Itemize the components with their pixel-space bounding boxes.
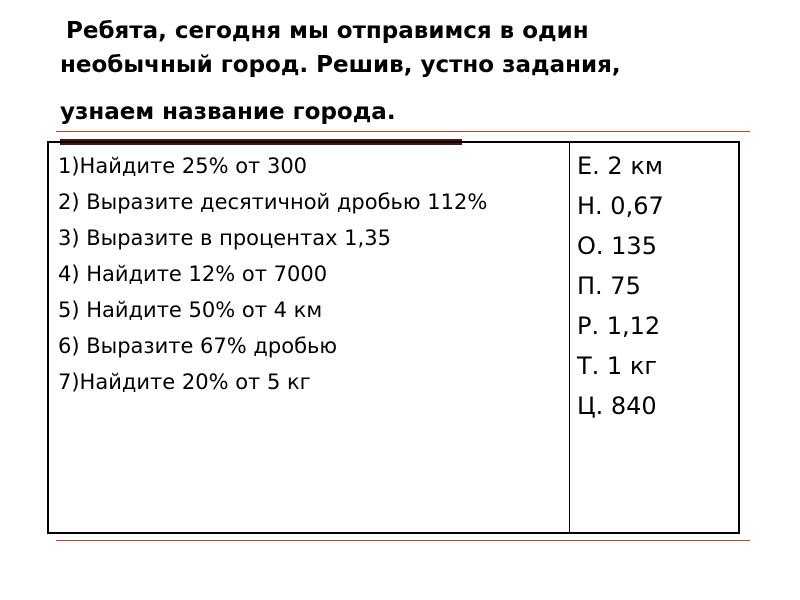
answer-item-6: Т. 1 кг [577, 352, 657, 380]
task-item-2: 2) Выразите десятичной дробью 112% [58, 190, 488, 214]
task-item-6: 6) Выразите 67% дробью [58, 334, 338, 358]
top-red-rule [56, 131, 750, 132]
task-item-3: 3) Выразите в процентах 1,35 [58, 226, 391, 250]
title-line-3: узнаем название города. [60, 99, 396, 125]
column-divider [569, 143, 570, 532]
answer-item-3: О. 135 [577, 232, 657, 260]
answer-item-1: Е. 2 км [577, 152, 663, 180]
task-table [47, 141, 740, 534]
answer-item-2: Н. 0,67 [577, 192, 664, 220]
answer-item-5: Р. 1,12 [577, 312, 661, 340]
task-item-5: 5) Найдите 50% от 4 км [58, 298, 323, 322]
task-item-7: 7)Найдите 20% от 5 кг [58, 370, 311, 394]
tasks-column [58, 151, 558, 403]
bottom-red-rule [56, 540, 750, 541]
answer-item-7: Ц. 840 [577, 392, 657, 420]
task-item-1: 1)Найдите 25% от 300 [58, 154, 308, 178]
slide-title [60, 20, 760, 131]
title-line-1: Ребята, сегодня мы отправимся в один [66, 18, 589, 44]
answers-column [577, 151, 737, 431]
title-line-2: необычный город. Решив, устно задания, [60, 52, 621, 78]
answer-item-4: П. 75 [577, 272, 641, 300]
task-item-4: 4) Найдите 12% от 7000 [58, 262, 328, 286]
